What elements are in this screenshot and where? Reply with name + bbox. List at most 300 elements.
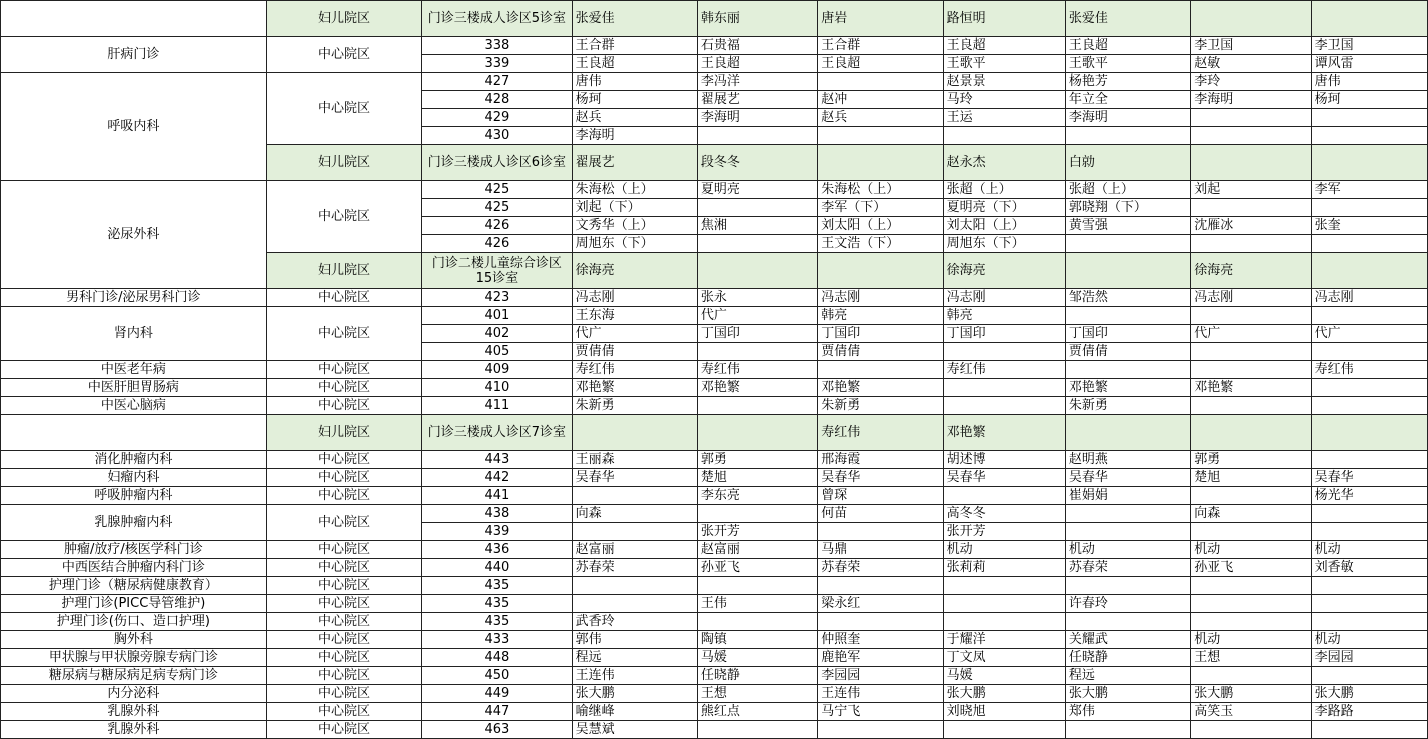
doctor-cell[interactable]: 邓艳繁 (818, 379, 943, 397)
doctor-cell[interactable]: 刘太阳（上） (943, 217, 1065, 235)
room-cell[interactable]: 411 (422, 397, 572, 415)
doctor-cell[interactable] (818, 127, 943, 145)
doctor-cell[interactable]: 张奎 (1311, 217, 1427, 235)
doctor-cell[interactable]: 王想 (1191, 649, 1311, 667)
room-cell[interactable]: 448 (422, 649, 572, 667)
room-cell[interactable]: 405 (422, 343, 572, 361)
doctor-cell[interactable]: 黄雪强 (1065, 217, 1190, 235)
campus-cell[interactable]: 中心院区 (266, 397, 421, 415)
campus-cell[interactable]: 中心院区 (266, 307, 421, 361)
doctor-cell[interactable]: 机动 (1191, 541, 1311, 559)
department-cell[interactable]: 甲状腺与甲状腺旁腺专病门诊 (1, 649, 267, 667)
department-cell[interactable]: 消化肿瘤内科 (1, 451, 267, 469)
campus-cell[interactable]: 中心院区 (266, 541, 421, 559)
doctor-cell[interactable]: 机动 (1311, 541, 1427, 559)
doctor-cell[interactable] (1065, 523, 1190, 541)
doctor-cell[interactable]: 代广 (697, 307, 817, 325)
doctor-cell[interactable]: 李海明 (572, 127, 697, 145)
doctor-cell[interactable] (1191, 343, 1311, 361)
doctor-cell[interactable]: 郭勇 (697, 451, 817, 469)
room-cell[interactable]: 427 (422, 73, 572, 91)
department-cell[interactable]: 肝病门诊 (1, 37, 267, 73)
doctor-cell[interactable] (1311, 307, 1427, 325)
campus-cell[interactable]: 中心院区 (266, 631, 421, 649)
room-cell[interactable]: 435 (422, 613, 572, 631)
room-cell[interactable]: 401 (422, 307, 572, 325)
doctor-cell[interactable]: 年立全 (1065, 91, 1190, 109)
doctor-cell[interactable]: 贾倩倩 (818, 343, 943, 361)
campus-cell[interactable]: 中心院区 (266, 559, 421, 577)
doctor-cell[interactable]: 曾琛 (818, 487, 943, 505)
doctor-cell[interactable]: 赵富丽 (697, 541, 817, 559)
doctor-cell[interactable] (1191, 577, 1311, 595)
doctor-cell[interactable]: 王歌平 (1065, 55, 1190, 73)
doctor-cell[interactable]: 苏春荣 (1065, 559, 1190, 577)
doctor-cell[interactable]: 周旭东（下） (943, 235, 1065, 253)
campus-cell[interactable]: 中心院区 (266, 667, 421, 685)
room-cell[interactable]: 429 (422, 109, 572, 127)
doctor-cell[interactable]: 沈雁冰 (1191, 217, 1311, 235)
doctor-cell[interactable]: 李卫国 (1191, 37, 1311, 55)
department-cell[interactable]: 乳腺肿瘤内科 (1, 505, 267, 541)
room-cell[interactable]: 428 (422, 91, 572, 109)
doctor-cell[interactable]: 王歌平 (943, 55, 1065, 73)
doctor-cell[interactable] (943, 595, 1065, 613)
campus-cell[interactable]: 中心院区 (266, 505, 421, 541)
campus-cell[interactable]: 中心院区 (266, 37, 421, 73)
campus-cell[interactable]: 妇儿院区 (266, 253, 421, 289)
doctor-cell[interactable] (1311, 613, 1427, 631)
doctor-cell[interactable]: 李园园 (1311, 649, 1427, 667)
doctor-cell[interactable]: 杨艳芳 (1065, 73, 1190, 91)
doctor-cell[interactable]: 张爱佳 (1065, 1, 1190, 37)
doctor-cell[interactable]: 朱新勇 (572, 397, 697, 415)
doctor-cell[interactable]: 寿红伟 (572, 361, 697, 379)
doctor-cell[interactable] (1065, 613, 1190, 631)
doctor-cell[interactable]: 冯志刚 (572, 289, 697, 307)
doctor-cell[interactable]: 鹿艳军 (818, 649, 943, 667)
doctor-cell[interactable]: 唐伟 (1311, 73, 1427, 91)
doctor-cell[interactable] (1065, 253, 1190, 289)
doctor-cell[interactable]: 武香玲 (572, 613, 697, 631)
doctor-cell[interactable]: 张莉莉 (943, 559, 1065, 577)
doctor-cell[interactable]: 寿红伟 (818, 415, 943, 451)
doctor-cell[interactable] (1065, 235, 1190, 253)
department-cell[interactable]: 妇瘤内科 (1, 469, 267, 487)
doctor-cell[interactable] (1065, 505, 1190, 523)
room-cell[interactable]: 435 (422, 595, 572, 613)
department-cell[interactable]: 肿瘤/放疗/核医学科门诊 (1, 541, 267, 559)
doctor-cell[interactable]: 孙亚飞 (697, 559, 817, 577)
doctor-cell[interactable] (572, 577, 697, 595)
department-cell[interactable]: 呼吸内科 (1, 73, 267, 181)
doctor-cell[interactable] (1065, 361, 1190, 379)
doctor-cell[interactable]: 白勍 (1065, 145, 1190, 181)
doctor-cell[interactable]: 唐伟 (572, 73, 697, 91)
doctor-cell[interactable]: 焦湘 (697, 217, 817, 235)
doctor-cell[interactable]: 冯志刚 (1311, 289, 1427, 307)
doctor-cell[interactable]: 张大鹏 (572, 685, 697, 703)
department-cell[interactable]: 男科门诊/泌尿男科门诊 (1, 289, 267, 307)
doctor-cell[interactable] (1311, 343, 1427, 361)
doctor-cell[interactable] (1191, 127, 1311, 145)
doctor-cell[interactable]: 张开芳 (943, 523, 1065, 541)
doctor-cell[interactable] (1065, 577, 1190, 595)
doctor-cell[interactable]: 朱海松（上） (572, 181, 697, 199)
doctor-cell[interactable] (1191, 487, 1311, 505)
room-cell[interactable]: 449 (422, 685, 572, 703)
doctor-cell[interactable]: 邓艳繁 (697, 379, 817, 397)
doctor-cell[interactable]: 程远 (1065, 667, 1190, 685)
doctor-cell[interactable]: 路恒明 (943, 1, 1065, 37)
doctor-cell[interactable] (697, 199, 817, 217)
room-cell[interactable]: 430 (422, 127, 572, 145)
doctor-cell[interactable]: 寿红伟 (1311, 361, 1427, 379)
doctor-cell[interactable] (818, 73, 943, 91)
doctor-cell[interactable] (818, 253, 943, 289)
doctor-cell[interactable]: 代广 (1311, 325, 1427, 343)
doctor-cell[interactable] (1311, 199, 1427, 217)
doctor-cell[interactable] (1191, 523, 1311, 541)
campus-cell[interactable]: 中心院区 (266, 613, 421, 631)
doctor-cell[interactable] (1311, 1, 1427, 37)
doctor-cell[interactable]: 赵兵 (572, 109, 697, 127)
doctor-cell[interactable]: 谭风雷 (1311, 55, 1427, 73)
doctor-cell[interactable]: 代广 (572, 325, 697, 343)
room-cell[interactable]: 门诊二楼儿童综合诊区15诊室 (422, 253, 572, 289)
doctor-cell[interactable]: 马鼎 (818, 541, 943, 559)
doctor-cell[interactable]: 李海明 (697, 109, 817, 127)
doctor-cell[interactable] (1311, 145, 1427, 181)
doctor-cell[interactable]: 王合群 (572, 37, 697, 55)
doctor-cell[interactable] (943, 487, 1065, 505)
doctor-cell[interactable] (1191, 307, 1311, 325)
doctor-cell[interactable] (818, 721, 943, 739)
doctor-cell[interactable]: 仲照奎 (818, 631, 943, 649)
doctor-cell[interactable]: 马宁飞 (818, 703, 943, 721)
doctor-cell[interactable]: 丁国印 (943, 325, 1065, 343)
room-cell[interactable]: 447 (422, 703, 572, 721)
doctor-cell[interactable]: 高冬冬 (943, 505, 1065, 523)
campus-cell[interactable]: 中心院区 (266, 361, 421, 379)
doctor-cell[interactable] (1191, 415, 1311, 451)
doctor-cell[interactable]: 杨珂 (572, 91, 697, 109)
campus-cell[interactable]: 中心院区 (266, 487, 421, 505)
doctor-cell[interactable] (1191, 235, 1311, 253)
campus-cell[interactable]: 中心院区 (266, 685, 421, 703)
department-cell[interactable]: 肾内科 (1, 307, 267, 361)
doctor-cell[interactable] (572, 523, 697, 541)
department-cell[interactable]: 护理门诊(伤口、造口护理) (1, 613, 267, 631)
doctor-cell[interactable]: 李园园 (818, 667, 943, 685)
doctor-cell[interactable]: 王运 (943, 109, 1065, 127)
doctor-cell[interactable]: 丁国印 (697, 325, 817, 343)
doctor-cell[interactable] (943, 397, 1065, 415)
doctor-cell[interactable]: 张大鹏 (1191, 685, 1311, 703)
doctor-cell[interactable]: 向森 (572, 505, 697, 523)
doctor-cell[interactable] (818, 523, 943, 541)
doctor-cell[interactable] (1311, 109, 1427, 127)
doctor-cell[interactable]: 夏明亮 (697, 181, 817, 199)
campus-cell[interactable]: 中心院区 (266, 577, 421, 595)
doctor-cell[interactable]: 张大鹏 (943, 685, 1065, 703)
doctor-cell[interactable]: 唐岩 (818, 1, 943, 37)
doctor-cell[interactable]: 赵冲 (818, 91, 943, 109)
doctor-cell[interactable] (1311, 379, 1427, 397)
doctor-cell[interactable]: 杨珂 (1311, 91, 1427, 109)
doctor-cell[interactable] (1191, 613, 1311, 631)
doctor-cell[interactable]: 王丽森 (572, 451, 697, 469)
room-cell[interactable]: 410 (422, 379, 572, 397)
campus-cell[interactable]: 中心院区 (266, 469, 421, 487)
room-cell[interactable]: 402 (422, 325, 572, 343)
doctor-cell[interactable] (697, 127, 817, 145)
doctor-cell[interactable]: 李东亮 (697, 487, 817, 505)
doctor-cell[interactable] (572, 415, 697, 451)
campus-cell[interactable]: 中心院区 (266, 181, 421, 253)
department-cell[interactable]: 中医老年病 (1, 361, 267, 379)
doctor-cell[interactable]: 翟展艺 (697, 91, 817, 109)
room-cell[interactable]: 门诊三楼成人诊区7诊室 (422, 415, 572, 451)
campus-cell[interactable]: 中心院区 (266, 289, 421, 307)
campus-cell[interactable]: 妇儿院区 (266, 1, 421, 37)
doctor-cell[interactable]: 崔娟娟 (1065, 487, 1190, 505)
department-cell[interactable]: 乳腺外科 (1, 703, 267, 721)
doctor-cell[interactable] (1191, 145, 1311, 181)
doctor-cell[interactable]: 程远 (572, 649, 697, 667)
room-cell[interactable]: 436 (422, 541, 572, 559)
department-cell[interactable]: 内分泌科 (1, 685, 267, 703)
doctor-cell[interactable] (1311, 577, 1427, 595)
doctor-cell[interactable]: 杨光华 (1311, 487, 1427, 505)
doctor-cell[interactable] (943, 721, 1065, 739)
campus-cell[interactable]: 中心院区 (266, 703, 421, 721)
doctor-cell[interactable]: 李军 (1311, 181, 1427, 199)
campus-cell[interactable]: 中心院区 (266, 595, 421, 613)
doctor-cell[interactable]: 王良超 (697, 55, 817, 73)
doctor-cell[interactable]: 刘起（下） (572, 199, 697, 217)
room-cell[interactable]: 425 (422, 181, 572, 199)
doctor-cell[interactable] (1065, 307, 1190, 325)
doctor-cell[interactable]: 机动 (1311, 631, 1427, 649)
doctor-cell[interactable]: 郭勇 (1191, 451, 1311, 469)
doctor-cell[interactable] (697, 235, 817, 253)
doctor-cell[interactable]: 邓艳繁 (572, 379, 697, 397)
doctor-cell[interactable] (818, 577, 943, 595)
doctor-cell[interactable]: 邓艳繁 (1191, 379, 1311, 397)
doctor-cell[interactable]: 李海明 (1191, 91, 1311, 109)
doctor-cell[interactable]: 王连伟 (572, 667, 697, 685)
doctor-cell[interactable]: 向森 (1191, 505, 1311, 523)
doctor-cell[interactable]: 赵兵 (818, 109, 943, 127)
doctor-cell[interactable]: 李玲 (1191, 73, 1311, 91)
doctor-cell[interactable]: 王想 (697, 685, 817, 703)
room-cell[interactable]: 门诊三楼成人诊区6诊室 (422, 145, 572, 181)
doctor-cell[interactable]: 喻继峰 (572, 703, 697, 721)
doctor-cell[interactable] (1311, 415, 1427, 451)
room-cell[interactable]: 338 (422, 37, 572, 55)
doctor-cell[interactable]: 徐海亮 (572, 253, 697, 289)
doctor-cell[interactable] (1191, 199, 1311, 217)
room-cell[interactable]: 463 (422, 721, 572, 739)
doctor-cell[interactable] (1311, 595, 1427, 613)
doctor-cell[interactable] (1311, 721, 1427, 739)
doctor-cell[interactable]: 任晓静 (1065, 649, 1190, 667)
doctor-cell[interactable] (1311, 235, 1427, 253)
doctor-cell[interactable]: 楚旭 (1191, 469, 1311, 487)
doctor-cell[interactable]: 张大鹏 (1065, 685, 1190, 703)
doctor-cell[interactable]: 张爱佳 (572, 1, 697, 37)
doctor-cell[interactable]: 孙亚飞 (1191, 559, 1311, 577)
department-cell[interactable] (1, 1, 267, 37)
doctor-cell[interactable]: 王良超 (1065, 37, 1190, 55)
doctor-cell[interactable]: 朱新勇 (818, 397, 943, 415)
doctor-cell[interactable]: 韩亮 (943, 307, 1065, 325)
room-cell[interactable]: 439 (422, 523, 572, 541)
doctor-cell[interactable] (1311, 667, 1427, 685)
doctor-cell[interactable] (943, 343, 1065, 361)
doctor-cell[interactable]: 翟展艺 (572, 145, 697, 181)
doctor-cell[interactable]: 赵富丽 (572, 541, 697, 559)
doctor-cell[interactable]: 贾倩倩 (572, 343, 697, 361)
doctor-cell[interactable] (1191, 397, 1311, 415)
campus-cell[interactable]: 中心院区 (266, 649, 421, 667)
doctor-cell[interactable]: 张超（上） (1065, 181, 1190, 199)
doctor-cell[interactable] (943, 577, 1065, 595)
doctor-cell[interactable] (1191, 1, 1311, 37)
doctor-cell[interactable]: 刘香敏 (1311, 559, 1427, 577)
room-cell[interactable]: 442 (422, 469, 572, 487)
room-cell[interactable]: 443 (422, 451, 572, 469)
doctor-cell[interactable] (1191, 361, 1311, 379)
doctor-cell[interactable] (1311, 505, 1427, 523)
doctor-cell[interactable]: 王连伟 (818, 685, 943, 703)
doctor-cell[interactable]: 冯志刚 (943, 289, 1065, 307)
doctor-cell[interactable]: 邓艳繁 (1065, 379, 1190, 397)
doctor-cell[interactable]: 马媛 (697, 649, 817, 667)
doctor-cell[interactable]: 陶镇 (697, 631, 817, 649)
doctor-cell[interactable]: 文秀华（上） (572, 217, 697, 235)
doctor-cell[interactable]: 熊红点 (697, 703, 817, 721)
doctor-cell[interactable] (1191, 595, 1311, 613)
doctor-cell[interactable]: 周旭东（下） (572, 235, 697, 253)
doctor-cell[interactable] (1065, 127, 1190, 145)
doctor-cell[interactable]: 王良超 (572, 55, 697, 73)
doctor-cell[interactable]: 吴春华 (818, 469, 943, 487)
doctor-cell[interactable]: 吴慧斌 (572, 721, 697, 739)
room-cell[interactable]: 438 (422, 505, 572, 523)
campus-cell[interactable]: 妇儿院区 (266, 145, 421, 181)
doctor-cell[interactable]: 石贵福 (697, 37, 817, 55)
doctor-cell[interactable]: 赵敏 (1191, 55, 1311, 73)
doctor-cell[interactable]: 刘起 (1191, 181, 1311, 199)
doctor-cell[interactable]: 徐海亮 (943, 253, 1065, 289)
doctor-cell[interactable]: 贾倩倩 (1065, 343, 1190, 361)
doctor-cell[interactable]: 丁国印 (818, 325, 943, 343)
department-cell[interactable]: 中西医结合肿瘤内科门诊 (1, 559, 267, 577)
doctor-cell[interactable] (1311, 253, 1427, 289)
doctor-cell[interactable]: 马玲 (943, 91, 1065, 109)
department-cell[interactable]: 中医肝胆胃肠病 (1, 379, 267, 397)
doctor-cell[interactable] (1191, 721, 1311, 739)
department-cell[interactable]: 糖尿病与糖尿病足病专病门诊 (1, 667, 267, 685)
doctor-cell[interactable] (1065, 721, 1190, 739)
doctor-cell[interactable] (1311, 523, 1427, 541)
doctor-cell[interactable]: 赵明燕 (1065, 451, 1190, 469)
doctor-cell[interactable]: 冯志刚 (818, 289, 943, 307)
doctor-cell[interactable]: 机动 (943, 541, 1065, 559)
doctor-cell[interactable]: 胡述博 (943, 451, 1065, 469)
doctor-cell[interactable]: 段冬冬 (697, 145, 817, 181)
doctor-cell[interactable]: 寿红伟 (943, 361, 1065, 379)
doctor-cell[interactable]: 王良超 (818, 55, 943, 73)
room-cell[interactable]: 435 (422, 577, 572, 595)
doctor-cell[interactable]: 冯志刚 (1191, 289, 1311, 307)
department-cell[interactable]: 呼吸肿瘤内科 (1, 487, 267, 505)
room-cell[interactable]: 339 (422, 55, 572, 73)
doctor-cell[interactable]: 机动 (1065, 541, 1190, 559)
doctor-cell[interactable]: 王文浩（下） (818, 235, 943, 253)
department-cell[interactable]: 中医心脑病 (1, 397, 267, 415)
doctor-cell[interactable]: 许春玲 (1065, 595, 1190, 613)
room-cell[interactable]: 440 (422, 559, 572, 577)
doctor-cell[interactable]: 刘晓旭 (943, 703, 1065, 721)
department-cell[interactable]: 胸外科 (1, 631, 267, 649)
room-cell[interactable]: 425 (422, 199, 572, 217)
doctor-cell[interactable] (1311, 397, 1427, 415)
doctor-cell[interactable]: 吴春华 (572, 469, 697, 487)
doctor-cell[interactable]: 张超（上） (943, 181, 1065, 199)
doctor-cell[interactable]: 吴春华 (1065, 469, 1190, 487)
department-cell[interactable]: 护理门诊（糖尿病健康教育） (1, 577, 267, 595)
room-cell[interactable]: 426 (422, 235, 572, 253)
doctor-cell[interactable]: 刘太阳（上） (818, 217, 943, 235)
doctor-cell[interactable]: 邓艳繁 (943, 415, 1065, 451)
doctor-cell[interactable] (818, 361, 943, 379)
doctor-cell[interactable]: 张大鹏 (1311, 685, 1427, 703)
doctor-cell[interactable]: 郭伟 (572, 631, 697, 649)
campus-cell[interactable]: 妇儿院区 (266, 415, 421, 451)
doctor-cell[interactable] (697, 577, 817, 595)
doctor-cell[interactable] (697, 505, 817, 523)
doctor-cell[interactable]: 徐海亮 (1191, 253, 1311, 289)
doctor-cell[interactable]: 丁国印 (1065, 325, 1190, 343)
doctor-cell[interactable]: 王伟 (697, 595, 817, 613)
doctor-cell[interactable] (818, 145, 943, 181)
room-cell[interactable]: 426 (422, 217, 572, 235)
campus-cell[interactable]: 中心院区 (266, 379, 421, 397)
doctor-cell[interactable] (697, 415, 817, 451)
doctor-cell[interactable]: 朱海松（上） (818, 181, 943, 199)
doctor-cell[interactable]: 赵永杰 (943, 145, 1065, 181)
doctor-cell[interactable]: 李冯洋 (697, 73, 817, 91)
doctor-cell[interactable]: 张永 (697, 289, 817, 307)
doctor-cell[interactable]: 夏明亮（下） (943, 199, 1065, 217)
doctor-cell[interactable]: 楚旭 (697, 469, 817, 487)
doctor-cell[interactable] (943, 379, 1065, 397)
doctor-cell[interactable]: 李路路 (1311, 703, 1427, 721)
campus-cell[interactable]: 中心院区 (266, 451, 421, 469)
room-cell[interactable]: 433 (422, 631, 572, 649)
doctor-cell[interactable]: 李海明 (1065, 109, 1190, 127)
campus-cell[interactable]: 中心院区 (266, 721, 421, 739)
department-cell[interactable]: 乳腺外科 (1, 721, 267, 739)
doctor-cell[interactable] (697, 613, 817, 631)
department-cell[interactable]: 护理门诊(PICC导管维护) (1, 595, 267, 613)
doctor-cell[interactable]: 李军（下） (818, 199, 943, 217)
doctor-cell[interactable] (818, 613, 943, 631)
campus-cell[interactable]: 中心院区 (266, 73, 421, 145)
